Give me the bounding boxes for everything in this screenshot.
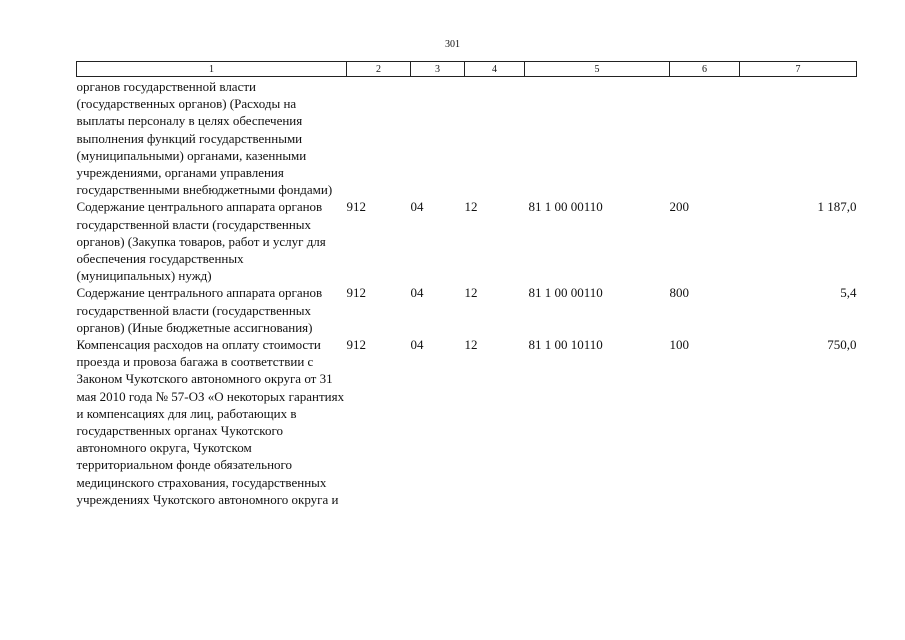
row-grbs-code — [347, 77, 411, 199]
column-header-7: 7 — [740, 62, 857, 77]
row-description: Содержание центрального аппарата органов государственной власти (государственных органов) (Иные бюджетные ассигнования) — [76, 285, 323, 335]
row-section-code: 04 — [410, 199, 424, 215]
table-row — [77, 198, 857, 284]
table-row — [77, 77, 857, 199]
row-section-code — [411, 77, 465, 199]
row-amount: 750,0 — [827, 337, 857, 353]
column-header-1: 1 — [77, 62, 347, 77]
row-description: Содержание центрального аппарата органов государственной власти (государственных органов) (Закупка товаров, работ и услуг для обеспечения государственных (муниципальных) нужд) — [76, 199, 326, 284]
row-grbs-code: 912 — [346, 199, 366, 215]
row-amount: 1 187,0 — [817, 199, 857, 215]
row-expense-type: 100 — [669, 337, 689, 353]
budget-table — [76, 61, 857, 508]
column-header-6: 6 — [670, 62, 740, 77]
row-amount — [740, 77, 857, 199]
row-expense-type: 200 — [669, 199, 689, 215]
row-target-article — [525, 77, 670, 199]
row-subsection-code: 12 — [464, 337, 478, 353]
table-row — [77, 336, 857, 508]
row-expense-type — [670, 77, 740, 199]
row-grbs-code: 912 — [346, 285, 366, 301]
column-header-2: 2 — [347, 62, 411, 77]
row-subsection-code: 12 — [464, 199, 478, 215]
row-section-code: 04 — [410, 337, 424, 353]
table-header-row — [77, 62, 857, 77]
row-target-article: 81 1 00 00110 — [528, 285, 603, 301]
row-subsection-code — [465, 77, 525, 199]
row-grbs-code: 912 — [346, 337, 366, 353]
row-section-code: 04 — [410, 285, 424, 301]
row-expense-type: 800 — [669, 285, 689, 301]
column-header-3: 3 — [411, 62, 465, 77]
column-header-5: 5 — [525, 62, 670, 77]
page-number: 301 — [445, 39, 460, 50]
row-description: органов государственной власти (государственных органов) (Расходы на выплаты персоналу в целях обеспечения выполнения функций государственными (муниципальными) органами, казенными учреждениями, органами управления государственными внебюджетными фондами) — [76, 79, 333, 198]
row-target-article: 81 1 00 00110 — [528, 199, 603, 215]
row-target-article: 81 1 00 10110 — [528, 337, 603, 353]
row-description: Компенсация расходов на оплату стоимости проезда и провоза багажа в соответствии с Законом Чукотского автономного округа от 31 мая 2010 года № 57-ОЗ «О некоторых гарантиях и компенсациях для лиц, работающих в государственных органах Чукотского автономного округа, Чукотском территориальном фонде обязательного медицинского страхования, государственных учреждениях Чукотского автономного округа и — [76, 337, 345, 507]
row-amount: 5,4 — [840, 285, 857, 301]
table-row — [77, 284, 857, 336]
row-subsection-code: 12 — [464, 285, 478, 301]
column-header-4: 4 — [465, 62, 525, 77]
